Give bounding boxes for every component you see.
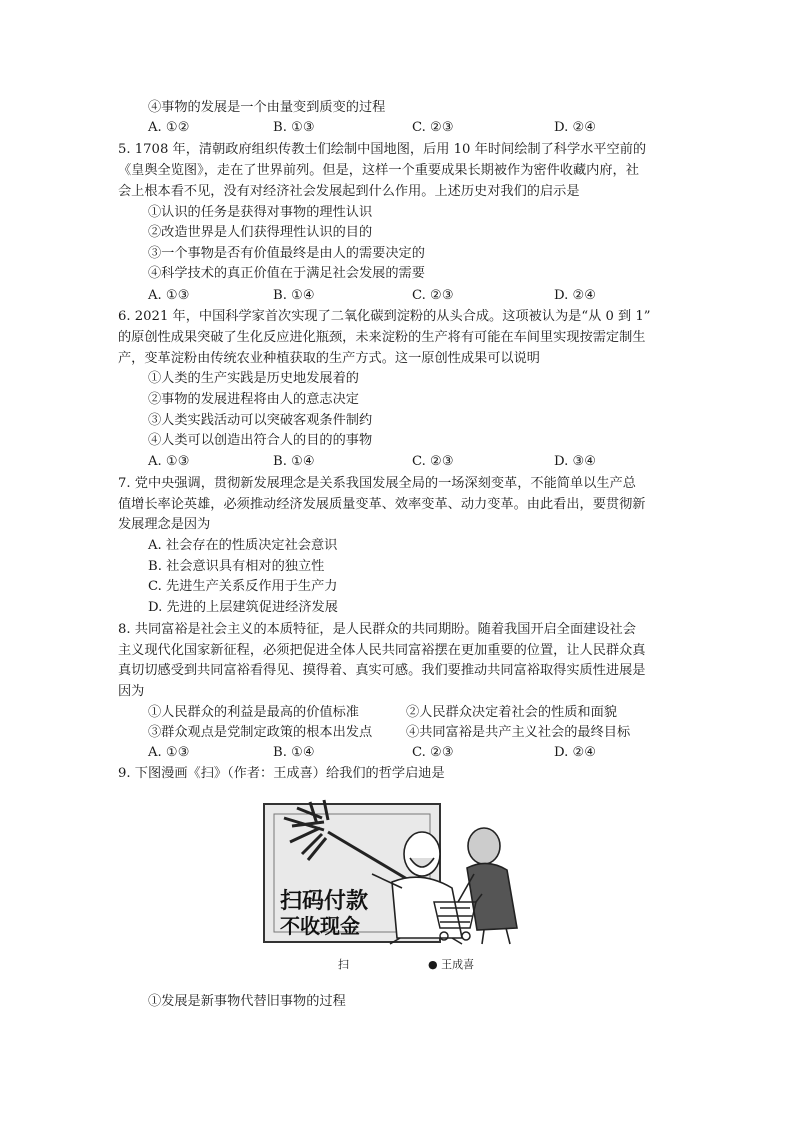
q6-stem-line: 产，变革淀粉由传统农业种植获取的生产方式。这一原创性成果可以说明	[118, 351, 540, 366]
q7-choice-b: B. 社会意识具有相对的独立性	[148, 559, 325, 574]
q9-stem: 9. 下图漫画《扫》（作者：王成喜）给我们的哲学启迪是	[118, 766, 445, 781]
q4-option-d: D. ②④	[554, 120, 597, 135]
q9-statement-1: ①发展是新事物代替旧事物的过程	[148, 994, 346, 1009]
cartoon-caption-title: 扫	[338, 958, 349, 971]
q4-option-c: C. ②③	[412, 120, 454, 135]
q5-stem-line: 5. 1708 年，清朝政府组织传教士们绘制中国地图，后用 10 年时间绘制了科学水平空前的	[118, 142, 647, 157]
q7-stem-line: 发展理念是因为	[118, 517, 211, 532]
q6-option-a: A. ①③	[148, 454, 190, 469]
q5-options	[148, 286, 708, 306]
q8-statements-row	[148, 703, 668, 723]
q6-options	[148, 452, 708, 472]
q5-statement: ①认识的任务是获得对事物的理性认识	[148, 205, 373, 220]
q5-option-b: B. ①④	[273, 288, 315, 303]
q6-option-d: D. ③④	[554, 454, 597, 469]
q8-stem-line: 因为	[118, 684, 145, 699]
q7-choice-d: D. 先进的上层建筑促进经济发展	[148, 600, 338, 615]
q5-statement: ②改造世界是人们获得理性认识的目的	[148, 225, 373, 240]
q8-statement: ④共同富裕是共产主义社会的最终目标	[406, 725, 631, 740]
q7-stem-line: 值增长率论英雄，必须推动经济发展质量变革、效率变革、动力变革。由此看出，要贯彻新	[118, 497, 646, 512]
q6-statement: ①人类的生产实践是历史地发展着的	[148, 371, 359, 386]
q4-options	[148, 118, 708, 138]
cartoon-caption-author: ● 王成喜	[428, 958, 475, 971]
sign-text-line2: 不收现金	[280, 916, 360, 938]
q7-choice-c: C. 先进生产关系反作用于生产力	[148, 579, 338, 594]
q8-option-a: A. ①③	[148, 745, 190, 760]
q6-option-b: B. ①④	[273, 454, 315, 469]
q6-stem-line: 的原创性成果突破了生化反应进化瓶颈，未来淀粉的生产将有可能在车间里实现按需定制生	[118, 330, 646, 345]
q4-option-b: B. ①③	[273, 120, 315, 135]
q8-stem-line: 真切切感受到共同富裕看得见、摸得着、真实可感。我们要推动共同富裕取得实质性进展是	[118, 663, 646, 678]
cartoon-sweep-illustration	[262, 798, 542, 946]
q7-choice-a: A. 社会存在的性质决定社会意识	[148, 538, 338, 553]
q4-option-a: A. ①②	[148, 120, 190, 135]
q8-option-d: D. ②④	[554, 745, 597, 760]
q5-statement: ④科学技术的真正价值在于满足社会发展的需要	[148, 266, 425, 281]
q7-stem-line: 7. 党中央强调，贯彻新发展理念是关系我国发展全局的一场深刻变革，不能简单以生产总	[118, 476, 636, 491]
q8-statements-row	[148, 723, 668, 743]
q5-option-d: D. ②④	[554, 288, 597, 303]
q8-option-b: B. ①④	[273, 745, 315, 760]
q8-stem-line: 主义现代化国家新征程，必须把促进全体人民共同富裕摆在更加重要的位置，让人民群众真	[118, 643, 646, 658]
sign-text-line1: 扫码付款	[280, 888, 369, 913]
q8-statement: ③群众观点是党制定政策的根本出发点	[148, 725, 373, 740]
q6-stem-line: 6. 2021 年，中国科学家首次实现了二氧化碳到淀粉的从头合成。这项被认为是“从 0 到 1”	[118, 309, 651, 324]
q8-option-c: C. ②③	[412, 745, 454, 760]
q5-option-a: A. ①③	[148, 288, 190, 303]
q6-option-c: C. ②③	[412, 454, 454, 469]
q8-statement: ②人民群众决定着社会的性质和面貌	[406, 705, 617, 720]
q8-statement: ①人民群众的利益是最高的价值标准	[148, 705, 359, 720]
q5-stem-line: 《皇舆全览图》，走在了世界前列。但是，这样一个重要成果长期被作为密件收藏内府，社	[118, 163, 639, 178]
q8-stem-line: 8. 共同富裕是社会主义的本质特征，是人民群众的共同期盼。随着我国开启全面建设社会	[118, 622, 636, 637]
q5-stem-line: 会上根本看不见，没有对经济社会发展起到什么作用。上述历史对我们的启示是	[118, 184, 580, 199]
q5-statement: ③一个事物是否有价值最终是由人的需要决定的	[148, 246, 425, 261]
q8-options	[148, 743, 708, 763]
q6-statement: ②事物的发展进程将由人的意志决定	[148, 392, 359, 407]
q5-option-c: C. ②③	[412, 288, 454, 303]
q4-statement-4: ④事物的发展是一个由量变到质变的过程	[148, 100, 386, 115]
q6-statement: ③人类实践活动可以突破客观条件制约	[148, 413, 373, 428]
q6-statement: ④人类可以创造出符合人的目的的事物	[148, 433, 373, 448]
